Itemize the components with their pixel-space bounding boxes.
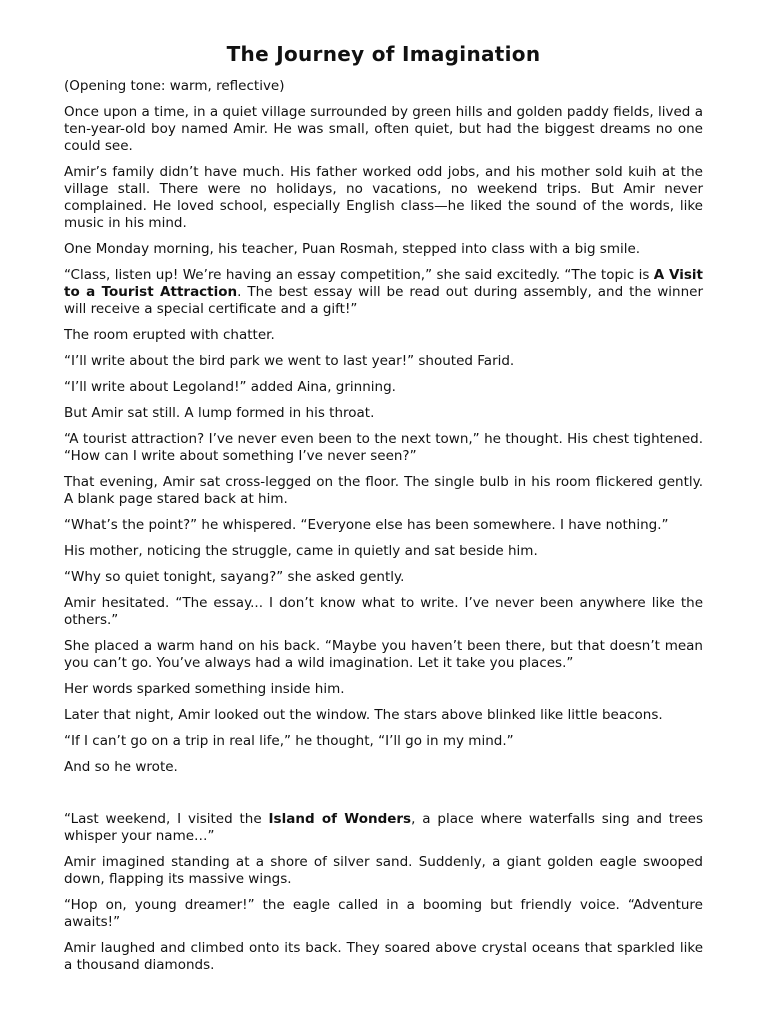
paragraph: Amir laughed and climbed onto its back. They soared above crystal oceans that sparkled like a thousand diamonds. <box>64 940 703 973</box>
paragraph: Later that night, Amir looked out the window. The stars above blinked like little beacons. <box>64 707 663 723</box>
paragraph: “Why so quiet tonight, sayang?” she asked gently. <box>64 569 405 585</box>
paragraph: One Monday morning, his teacher, Puan Rosmah, stepped into class with a big smile. <box>64 241 641 257</box>
paragraph: Once upon a time, in a quiet village surrounded by green hills and golden paddy fields, lived a ten-year-old boy named Amir. He was small, often quiet, but had the biggest dreams no one could see. <box>64 104 703 154</box>
paragraph: His mother, noticing the struggle, came in quietly and sat beside him. <box>64 543 538 559</box>
paragraph: “A tourist attraction? I’ve never even been to the next town,” he thought. His chest tightened. “How can I write about something I’ve never seen?” <box>64 431 703 464</box>
text-run: “Last weekend, I visited the <box>64 811 269 827</box>
paragraph: And so he wrote. <box>64 759 178 775</box>
paragraph: She placed a warm hand on his back. “Maybe you haven’t been there, but that doesn’t mean you can’t go. You’ve always had a wild imagination. Let it take you places.” <box>64 638 703 671</box>
text-run: . The best essay will be read out during assembly, and the winner will receive a special certificate and a gift!” <box>64 284 704 317</box>
text-run: “Class, listen up! We’re having an essay competition,” she said excitedly. “The topic is <box>64 267 654 283</box>
paragraph: Amir hesitated. “The essay... I don’t know what to write. I’ve never been anywhere like the others.” <box>64 595 703 628</box>
paragraph: “I’ll write about the bird park we went to last year!” shouted Farid. <box>64 353 515 369</box>
paragraph: Amir imagined standing at a shore of silver sand. Suddenly, a giant golden eagle swooped down, flapping its massive wings. <box>64 854 703 887</box>
paragraph: “What’s the point?” he whispered. “Everyone else has been somewhere. I have nothing.” <box>64 517 669 533</box>
document-title: The Journey of Imagination <box>226 42 541 66</box>
paragraph: But Amir sat still. A lump formed in his throat. <box>64 405 375 421</box>
paragraph: Amir’s family didn’t have much. His father worked odd jobs, and his mother sold kuih at the village stall. There were no holidays, no vacations, no weekend trips. But Amir never complained. He loved school, especially English class—he liked the sound of the words, like music in his mind. <box>64 164 703 231</box>
paragraph-essay-opening <box>64 811 703 845</box>
paragraph: “Hop on, young dreamer!” the eagle called in a booming but friendly voice. “Adventure awaits!” <box>64 897 703 930</box>
paragraph-opening-tone: (Opening tone: warm, reflective) <box>64 78 285 94</box>
paragraph: The room erupted with chatter. <box>64 327 275 343</box>
section-spacer <box>64 785 703 811</box>
paragraph: “I’ll write about Legoland!” added Aina, grinning. <box>64 379 396 395</box>
bold-text-run: Island of Wonders <box>268 811 412 827</box>
text-run: , a place where waterfalls sing and trees whisper your name…” <box>64 811 703 844</box>
bold-text-run: A Visit to a Tourist Attraction <box>64 267 703 300</box>
paragraph: “If I can’t go on a trip in real life,” he thought, “I’ll go in my mind.” <box>64 733 514 749</box>
paragraph-essay-topic <box>64 267 703 318</box>
paragraph: That evening, Amir sat cross-legged on the floor. The single bulb in his room flickered gently. A blank page stared back at him. <box>64 474 703 507</box>
paragraph: Her words sparked something inside him. <box>64 681 345 697</box>
